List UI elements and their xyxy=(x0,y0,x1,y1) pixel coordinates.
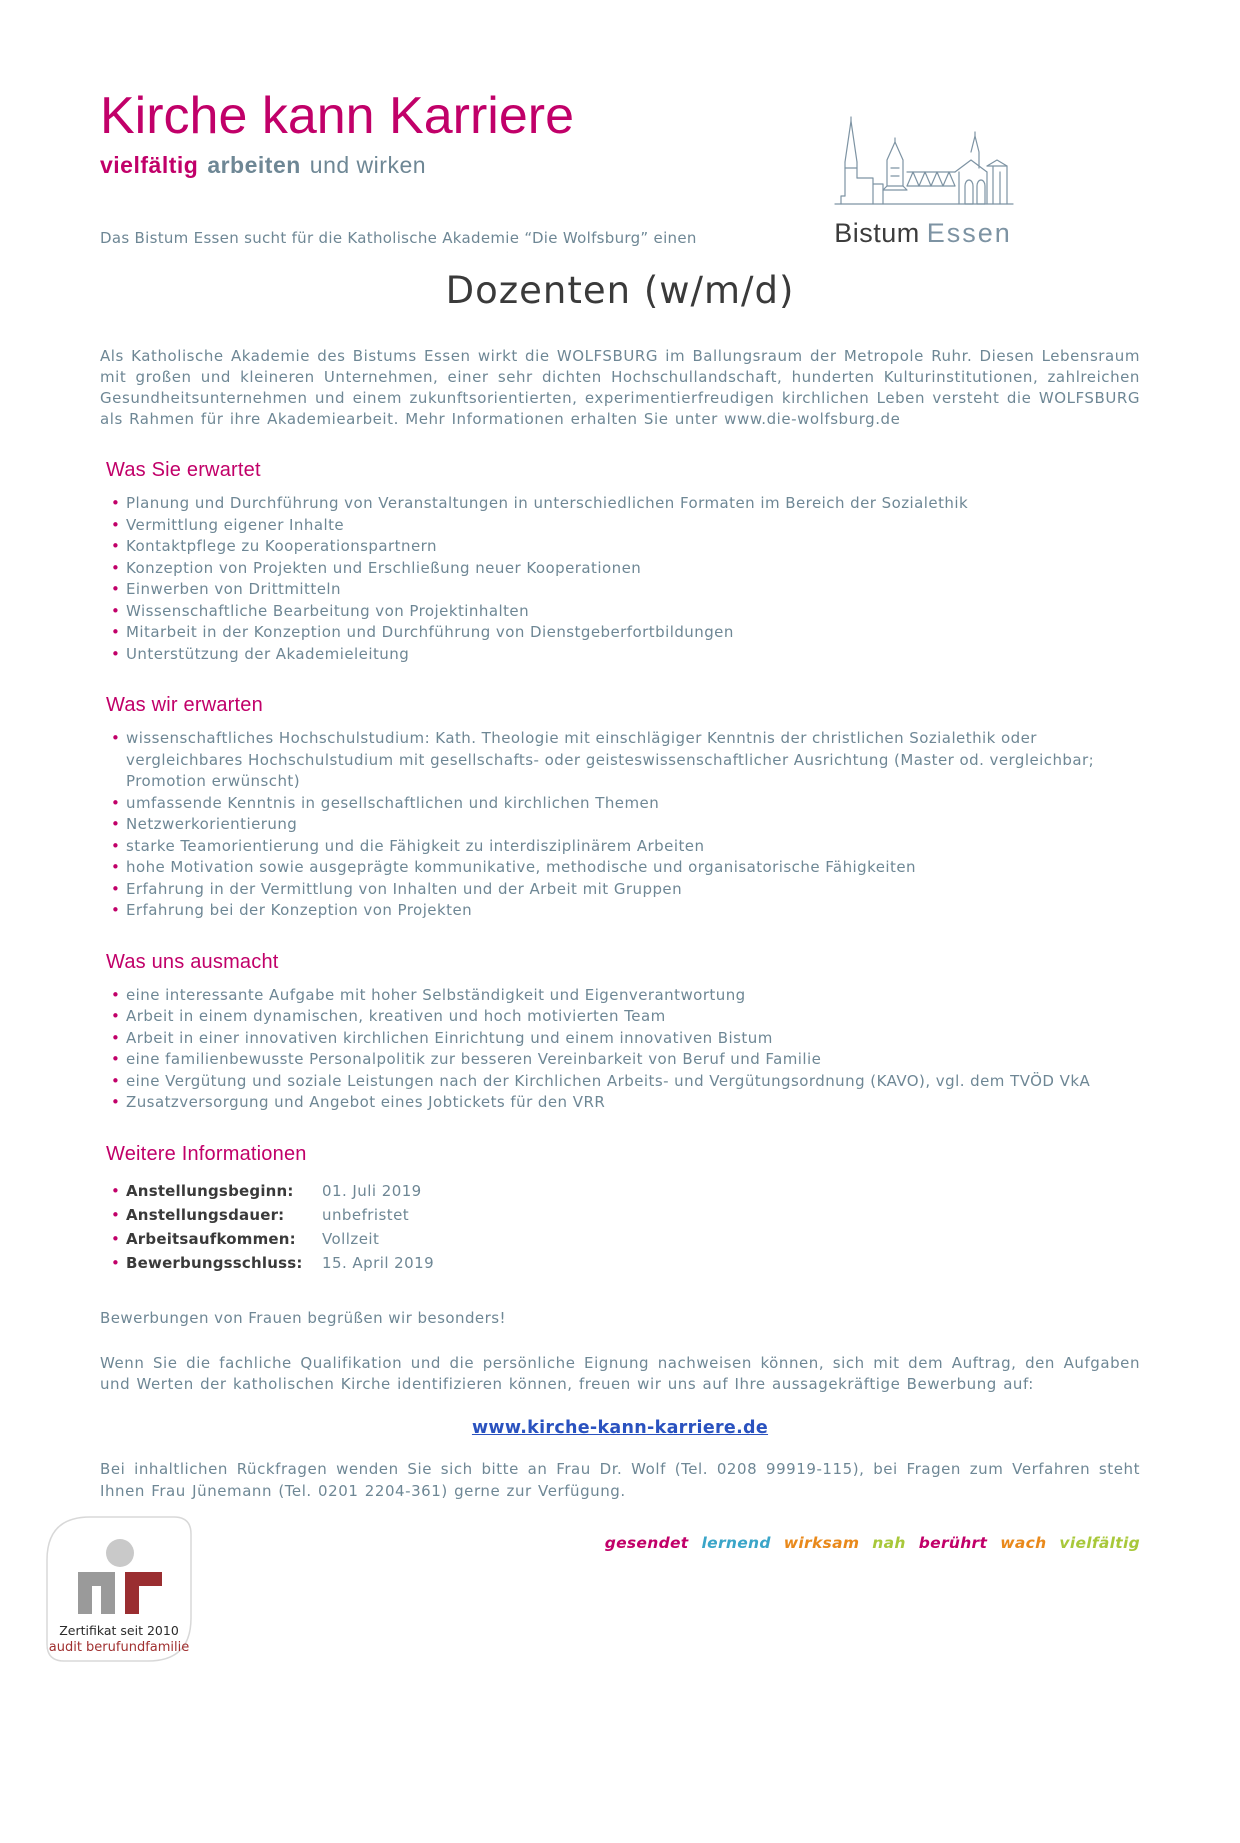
list-item: • wissenschaftliches Hochschulstudium: Kath. Theologie mit einschlägiger Kenntnis der christlichen Sozialethik oder vergleichbares Hochschulstudium mit gesellschafts- oder geisteswissenschaftlicher Ausrichtung (Master od. vergleichbar; Promotion erwünscht) xyxy=(100,728,1140,793)
list-item: • Planung und Durchführung von Veranstaltungen in unterschiedlichen Formaten im Bereich der Sozialethik xyxy=(100,493,1140,515)
job-title: Dozenten (w/m/d) xyxy=(445,269,795,312)
badge-head-icon xyxy=(106,1539,134,1567)
list-item: • Erfahrung bei der Konzeption von Projekten xyxy=(100,900,1140,922)
list-item: • eine Vergütung und soziale Leistungen nach der Kirchlichen Arbeits- und Vergütungsordnung (KAVO), vgl. dem TVÖD VkA xyxy=(100,1071,1140,1093)
info-row xyxy=(100,1203,1140,1227)
list-item: • Zusatzversorgung und Angebot eines Jobtickets für den VRR xyxy=(100,1092,1140,1114)
info-value: 01. Juli 2019 xyxy=(322,1181,422,1200)
women-note: Bewerbungen von Frauen begrüßen wir besonders! xyxy=(100,1308,506,1327)
weitere-informationen-list xyxy=(100,1179,1140,1275)
bullet-icon: • xyxy=(111,879,121,898)
bullet-icon: • xyxy=(111,1253,121,1272)
badge-line2: audit berufundfamilie xyxy=(48,1639,190,1655)
section-heading-weitere-informationen: Weitere Informationen xyxy=(106,1142,307,1165)
bullet-icon: • xyxy=(111,901,121,919)
tagline-word: vielfältig xyxy=(1059,1533,1140,1552)
info-label: Arbeitsaufkommen: xyxy=(126,1229,296,1248)
bullet-icon: • xyxy=(111,601,121,620)
list-item: • eine interessante Aufgabe mit hoher Selbständigkeit und Eigenverantwortung xyxy=(100,985,1140,1007)
info-label: Anstellungsdauer: xyxy=(126,1205,285,1224)
was-sie-erwartet-list xyxy=(100,493,1140,665)
bullet-icon: • xyxy=(111,1229,121,1248)
bullet-icon: • xyxy=(111,836,121,855)
bullet-icon: • xyxy=(111,729,121,747)
document-page xyxy=(0,88,1240,1664)
list-item: • Arbeit in einem dynamischen, kreativen und hoch motivierten Team xyxy=(100,1006,1140,1028)
logo-word-essen: Essen xyxy=(926,218,1012,248)
bullet-icon: • xyxy=(111,1028,121,1047)
info-label: Bewerbungsschluss: xyxy=(126,1253,303,1272)
info-row xyxy=(100,1251,1140,1275)
link-row xyxy=(100,1418,1140,1438)
tagline-word: wach xyxy=(1000,1533,1047,1552)
badge-line1: Zertifikat seit 2010 xyxy=(59,1622,179,1638)
footer xyxy=(48,1514,1140,1664)
list-item: • Arbeit in einer innovativen kirchlichen Einrichtung und einem innovativen Bistum xyxy=(100,1028,1140,1050)
bullet-icon: • xyxy=(111,1007,121,1025)
bullet-icon: • xyxy=(111,1181,121,1200)
info-label: Anstellungsbeginn: xyxy=(126,1181,294,1200)
list-item: • Konzeption von Projekten und Erschließung neuer Kooperationen xyxy=(100,558,1140,580)
audit-berufundfamilie-icon xyxy=(44,1514,194,1664)
intro-paragraph: Als Katholische Akademie des Bistums Essen wirkt die WOLFSBURG im Ballungsraum der Metropole Ruhr. Diesen Lebensraum mit großen und kleineren Unternehmen, einer sehr dichten Hochschullandschaft, hunderten Kulturinstitutionen, zahlreichen Gesundheitsunternehmen und einem zukunftsorientierten, experimentierfreudigen kirchlichen Leben versteht die WOLFSBURG als Rahmen für ihre Akademiearbeit. Mehr Informationen erhalten Sie unter www.die-wolfsburg.de xyxy=(100,347,1140,428)
subtitle-mid: arbeiten xyxy=(207,152,301,178)
page-title: Kirche kann Karriere xyxy=(100,87,574,145)
info-value: 15. April 2019 xyxy=(322,1253,435,1272)
bullet-icon: • xyxy=(111,558,121,577)
list-item: • Unterstützung der Akademieleitung xyxy=(100,644,1140,666)
list-item: • Einwerben von Drittmitteln xyxy=(100,579,1140,601)
subtitle-highlight: vielfältig xyxy=(100,152,199,178)
list-item: • hohe Motivation sowie ausgeprägte kommunikative, methodische und organisatorische Fähigkeiten xyxy=(100,857,1140,879)
info-value: unbefristet xyxy=(322,1205,410,1224)
bullet-icon: • xyxy=(111,1071,121,1090)
bullet-icon: • xyxy=(111,494,121,512)
info-value: Vollzeit xyxy=(322,1229,380,1248)
subtitle-rest: und wirken xyxy=(309,152,427,178)
contact-paragraph: Bei inhaltlichen Rückfragen wenden Sie sich bitte an Frau Dr. Wolf (Tel. 0208 99919-115), bei Fragen zum Verfahren steht Ihnen Frau Jünemann (Tel. 0201 2204-361) gerne zur Verfügung. xyxy=(100,1459,1140,1500)
section-heading-was-wir-erwarten: Was wir erwarten xyxy=(106,694,263,716)
bullet-icon: • xyxy=(111,793,121,812)
bistum-essen-logo xyxy=(818,116,1028,249)
section-heading-was-uns-ausmacht: Was uns ausmacht xyxy=(106,950,279,973)
bullet-icon: • xyxy=(111,537,121,555)
application-paragraph: Wenn Sie die fachliche Qualifikation und die persönliche Eignung nachweisen können, sich mit dem Auftrag, den Aufgaben und Werten der katholischen Kirche identifizieren können, freuen wir uns auf Ihre aussagekräftige Bewerbung auf: xyxy=(100,1353,1140,1393)
list-item: • eine familienbewusste Personalpolitik zur besseren Vereinbarkeit von Beruf und Familie xyxy=(100,1049,1140,1071)
bullet-icon: • xyxy=(111,580,121,598)
bullet-icon: • xyxy=(111,858,121,876)
tagline-word: lernend xyxy=(701,1533,771,1552)
intro-line: Das Bistum Essen sucht für die Katholische Akademie “Die Wolfsburg” einen xyxy=(100,229,697,247)
info-row xyxy=(100,1179,1140,1203)
logo-wordmark xyxy=(818,218,1028,249)
logo-word-bistum: Bistum xyxy=(834,218,920,248)
section-heading-was-sie-erwartet: Was Sie erwartet xyxy=(106,459,261,481)
bullet-icon: • xyxy=(111,515,121,534)
tagline-word: berührt xyxy=(918,1533,988,1552)
info-row xyxy=(100,1227,1140,1251)
bullet-icon: • xyxy=(111,985,121,1004)
tagline-word: gesendet xyxy=(604,1533,689,1552)
was-uns-ausmacht-list xyxy=(100,985,1140,1114)
bullet-icon: • xyxy=(111,1205,121,1224)
bullet-icon: • xyxy=(111,1050,121,1068)
church-skyline-icon xyxy=(821,116,1025,216)
certificate-badge xyxy=(44,1514,194,1664)
tagline-word: nah xyxy=(872,1533,906,1552)
career-website-link[interactable]: www.kirche-kann-karriere.de xyxy=(471,1417,769,1438)
bullet-icon: • xyxy=(111,815,121,833)
bullet-icon: • xyxy=(111,623,121,641)
list-item: • Vermittlung eigener Inhalte xyxy=(100,515,1140,537)
list-item: • umfassende Kenntnis in gesellschaftlichen und kirchlichen Themen xyxy=(100,793,1140,815)
list-item: • Erfahrung in der Vermittlung von Inhalten und der Arbeit mit Gruppen xyxy=(100,879,1140,901)
was-wir-erwarten-list xyxy=(100,728,1140,922)
list-item: • Netzwerkorientierung xyxy=(100,814,1140,836)
list-item: • Wissenschaftliche Bearbeitung von Projektinhalten xyxy=(100,601,1140,623)
bullet-icon: • xyxy=(111,1093,121,1111)
bullet-icon: • xyxy=(111,644,121,663)
list-item: • Mitarbeit in der Konzeption und Durchführung von Dienstgeberfortbildungen xyxy=(100,622,1140,644)
tagline-word: wirksam xyxy=(783,1533,860,1552)
list-item: • starke Teamorientierung und die Fähigkeit zu interdisziplinärem Arbeiten xyxy=(100,836,1140,858)
tagline xyxy=(605,1534,1140,1552)
list-item: • Kontaktpflege zu Kooperationspartnern xyxy=(100,536,1140,558)
